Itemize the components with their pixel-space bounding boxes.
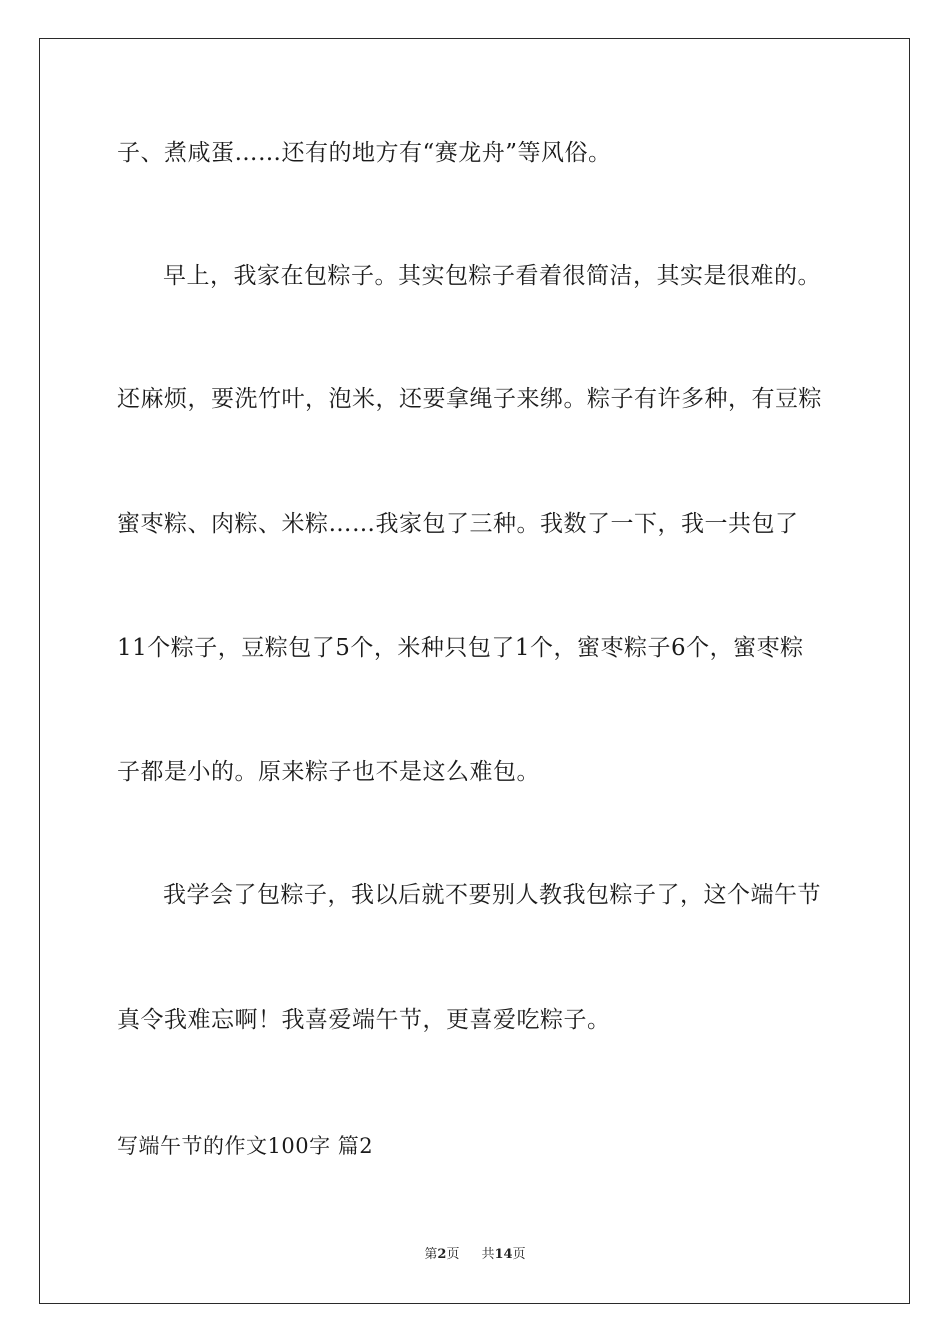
paragraph-start-line: 我学会了包粽子，我以后就不要别人教我包粽子了，这个端午节 xyxy=(163,882,821,908)
body-line-5: 11个粽子，豆粽包了5个，米种只包了1个，蜜枣粽子6个，蜜枣粽 xyxy=(117,635,804,661)
section-heading: 写端午节的作文100字 篇2 xyxy=(117,1134,374,1158)
paragraph-start-line: 早上，我家在包粽子。其实包粽子看着很简洁，其实是很难的。 xyxy=(163,263,821,289)
body-line-4: 蜜枣粽、肉粽、米粽……我家包了三种。我数了一下，我一共包了 xyxy=(117,511,799,537)
body-line-3: 还麻烦，要洗竹叶，泡米，还要拿绳子来绑。粽子有许多种，有豆粽 xyxy=(117,386,822,412)
total-prefix: 共 xyxy=(481,1247,495,1262)
body-line-1: 子、煮咸蛋……还有的地方有“赛龙舟”等风俗。 xyxy=(117,140,612,166)
total-page-number: 14 xyxy=(494,1247,513,1262)
body-line-6: 子都是小的。原来粽子也不是这么难包。 xyxy=(117,759,540,785)
page-footer xyxy=(0,1246,950,1264)
body-line-8: 真令我难忘啊！我喜爱端午节，更喜爱吃粽子。 xyxy=(117,1007,611,1033)
page-suffix: 页 xyxy=(446,1247,460,1262)
page-prefix: 第 xyxy=(424,1247,438,1262)
page-border xyxy=(39,38,910,1304)
total-suffix: 页 xyxy=(512,1247,526,1262)
current-page-number: 2 xyxy=(437,1247,447,1262)
